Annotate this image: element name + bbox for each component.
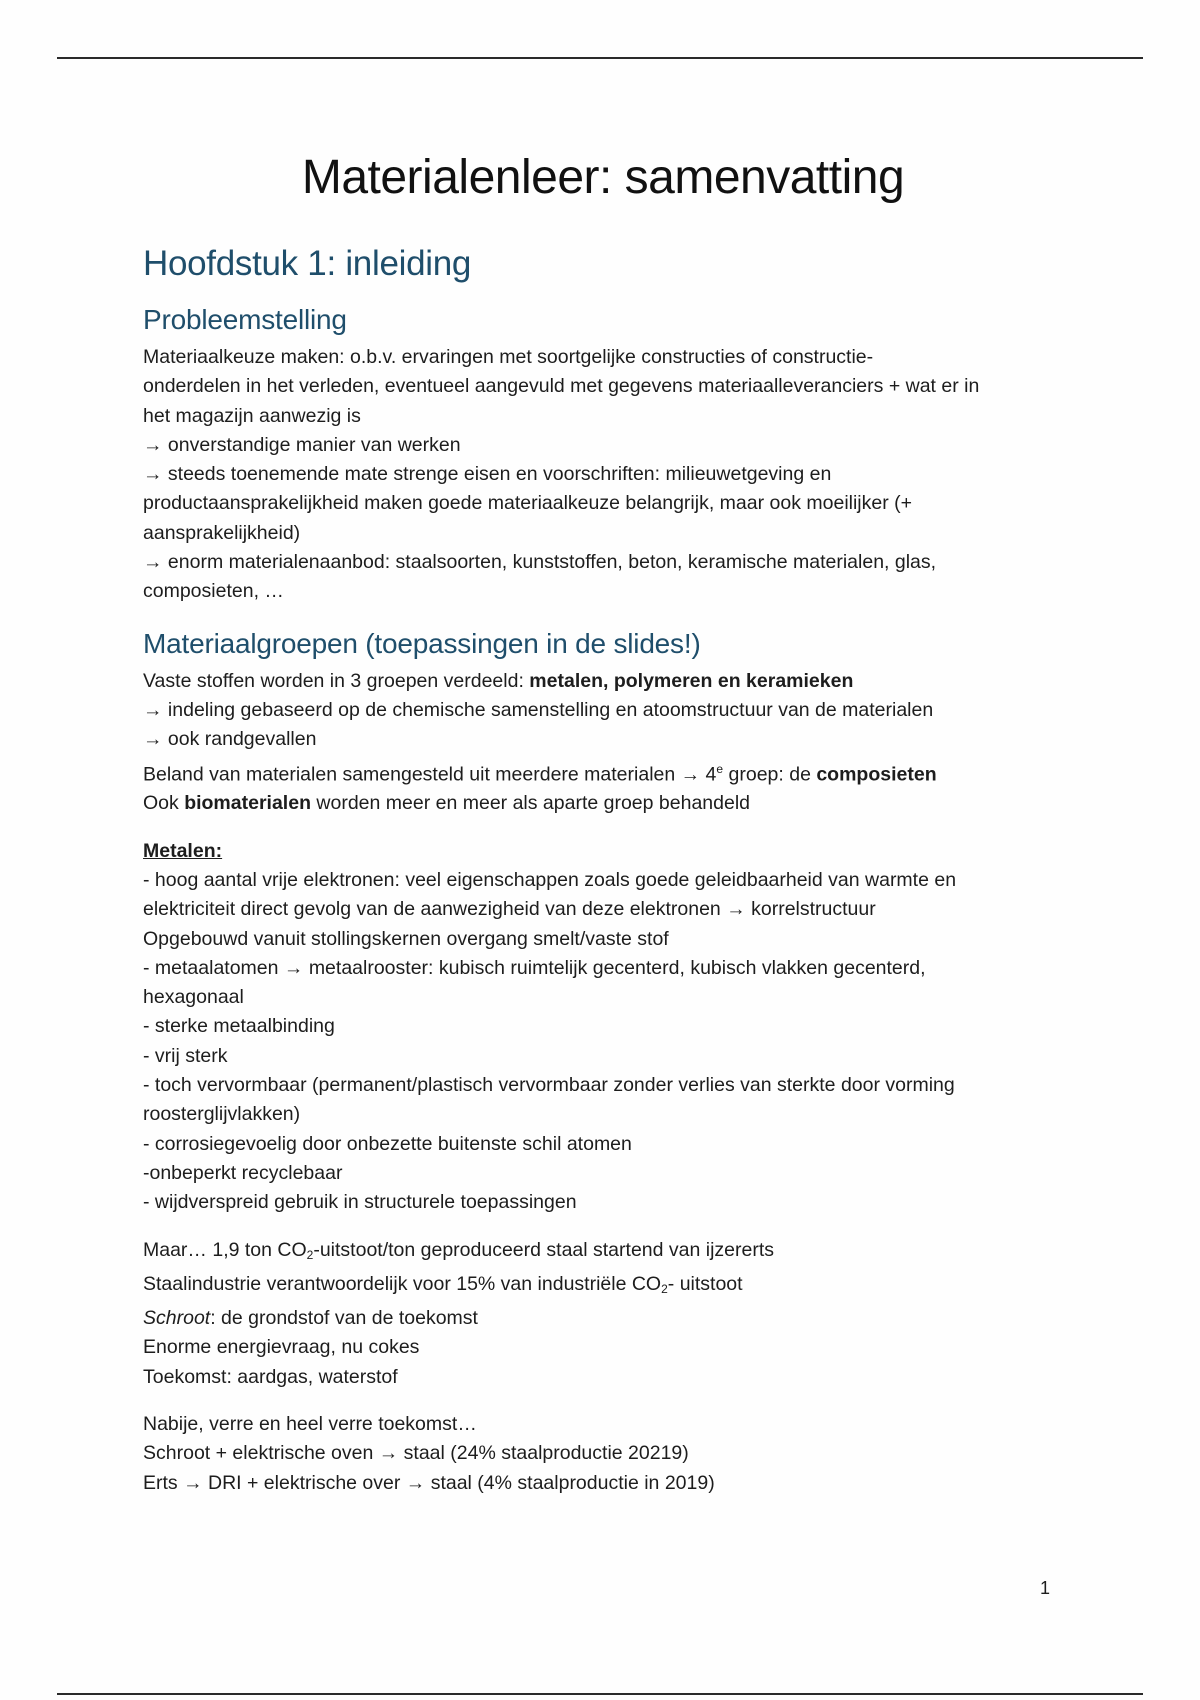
text-line: - metaalatomen → metaalrooster: kubisch ruimtelijk gecenterd, kubisch vlakken gecenterd, bbox=[143, 956, 926, 979]
superscript: e bbox=[716, 761, 724, 776]
probleemstelling-paragraph bbox=[143, 343, 1063, 607]
text-span: worden meer en meer als aparte groep behandeld bbox=[310, 792, 751, 815]
text-line: roosterglijvlakken) bbox=[143, 1103, 301, 1126]
bold-text: metalen, polymeren en keramieken bbox=[529, 669, 854, 692]
text-line: elektriciteit direct gevolg van de aanwezigheid van deze elektronen → korrelstructuur bbox=[143, 898, 876, 921]
section-heading-materiaalgroepen: Materiaalgroepen (toepassingen in de slides!) bbox=[143, 627, 701, 659]
bold-text: biomaterialen bbox=[184, 792, 311, 815]
co2-paragraph bbox=[143, 1236, 1063, 1392]
text-line: onderdelen in het verleden, eventueel aangevuld met gegevens materiaalleveranciers + wat er in bbox=[143, 375, 980, 398]
text-line: → onverstandige manier van werken bbox=[143, 433, 461, 456]
text-span: Beland van materialen samengesteld uit meerdere materialen → 4 bbox=[143, 763, 717, 786]
text-line: Nabije, verre en heel verre toekomst… bbox=[143, 1413, 477, 1435]
document-page bbox=[143, 145, 1063, 1506]
text-line: Materiaalkeuze maken: o.b.v. ervaringen met soortgelijke constructies of constructie- bbox=[143, 346, 874, 368]
text-line: hexagonaal bbox=[143, 986, 244, 1009]
text-line: het magazijn aanwezig is bbox=[143, 404, 361, 427]
text-line bbox=[143, 1304, 1063, 1333]
text-span: Maar… 1,9 ton CO bbox=[143, 1238, 307, 1261]
text-line bbox=[143, 1236, 1063, 1270]
text-line: aansprakelijkheid) bbox=[143, 521, 301, 544]
text-line bbox=[143, 1270, 1063, 1304]
text-line: - sterke metaalbinding bbox=[143, 1015, 335, 1038]
text-line: Erts → DRI + elektrische over → staal (4% staalproductie in 2019) bbox=[143, 1471, 715, 1494]
bold-text: composieten bbox=[816, 763, 937, 786]
document-title: Materialenleer: samenvatting bbox=[301, 151, 905, 204]
text-span: - uitstoot bbox=[667, 1272, 743, 1295]
text-line: -onbeperkt recyclebaar bbox=[143, 1161, 343, 1184]
metalen-heading: Metalen: bbox=[143, 839, 223, 862]
text-line: → indeling gebaseerd op de chemische samenstelling en atoomstructuur van de materialen bbox=[143, 698, 934, 721]
text-line bbox=[143, 789, 1063, 818]
text-line: composieten, … bbox=[143, 580, 284, 603]
text-span: Staalindustrie verantwoordelijk voor 15% van industriële CO bbox=[143, 1272, 662, 1295]
text-span: Vaste stoffen worden in 3 groepen verdeeld: bbox=[143, 669, 530, 692]
text-line: → steeds toenemende mate strenge eisen en voorschriften: milieuwetgeving en bbox=[143, 463, 832, 486]
text-line: Enorme energievraag, nu cokes bbox=[143, 1336, 420, 1359]
text-line: - hoog aantal vrije elektronen: veel eigenschappen zoals goede geleidbaarheid van warmte en bbox=[143, 868, 957, 891]
text-span: : de grondstof van de toekomst bbox=[210, 1307, 478, 1330]
text-line bbox=[143, 755, 1063, 790]
chapter-heading: Hoofdstuk 1: inleiding bbox=[143, 244, 472, 283]
text-span: Ook bbox=[143, 792, 185, 815]
text-line: - wijdverspreid gebruik in structurele toepassingen bbox=[143, 1191, 577, 1214]
text-line: - vrij sterk bbox=[143, 1044, 228, 1067]
text-line: → ook randgevallen bbox=[143, 728, 317, 751]
text-line: Toekomst: aardgas, waterstof bbox=[143, 1365, 398, 1388]
page-number: 1 bbox=[1040, 1578, 1051, 1598]
text-span: -uitstoot/ton geproduceerd staal startend van ijzererts bbox=[313, 1238, 775, 1261]
subscript: 2 bbox=[306, 1247, 314, 1262]
subscript: 2 bbox=[661, 1281, 668, 1296]
materiaalgroepen-paragraph bbox=[143, 667, 1063, 819]
italic-text: Schroot bbox=[143, 1307, 211, 1330]
metalen-paragraph bbox=[143, 837, 1063, 1218]
text-line: - corrosiegevoelig door onbezette buitenste schil atomen bbox=[143, 1132, 632, 1155]
text-line: → enorm materialenaanbod: staalsoorten, kunststoffen, beton, keramische materialen, glas, bbox=[143, 551, 937, 574]
text-line: Schroot + elektrische oven → staal (24% staalproductie 20219) bbox=[143, 1442, 689, 1465]
text-line: - toch vervormbaar (permanent/plastisch vervormbaar zonder verlies van sterkte door vorming bbox=[143, 1074, 955, 1097]
text-line: Opgebouwd vanuit stollingskernen overgang smelt/vaste stof bbox=[143, 927, 669, 950]
footer-rule bbox=[57, 1693, 1143, 1695]
header-rule bbox=[57, 57, 1143, 59]
text-line: productaansprakelijkheid maken goede materiaalkeuze belangrijk, maar ook moeilijker (+ bbox=[143, 492, 913, 515]
section-heading-probleemstelling: Probleemstelling bbox=[143, 304, 347, 335]
text-span: groep: de bbox=[723, 763, 817, 786]
text-line bbox=[143, 667, 1063, 696]
future-paragraph bbox=[143, 1410, 1063, 1498]
